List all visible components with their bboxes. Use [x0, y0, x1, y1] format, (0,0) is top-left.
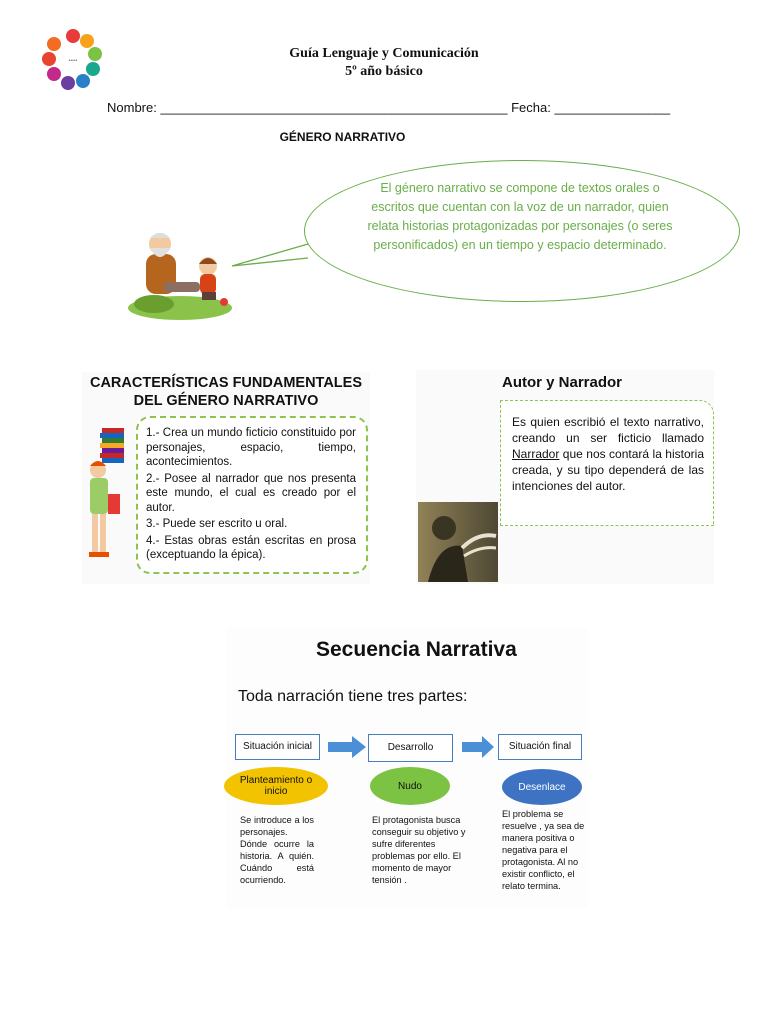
stage-box-initial: Situación inicial: [235, 734, 320, 760]
characteristic-item-3: 3.- Puede ser escrito u oral.: [146, 518, 288, 530]
narrator-underlined: Narrador: [512, 447, 560, 461]
sequence-heading: Secuencia Narrativa: [316, 638, 517, 661]
author-narrator-text: [512, 414, 704, 494]
desc-final: El problema se resuelve , ya sea de manera positiva o negativa para el protagonista. Al no existir conflicto, el relato termina.: [502, 809, 585, 891]
arrow-right-icon: [462, 736, 494, 758]
genre-definition: El género narrativo se compone de textos orales o escritos que cuentan con la voz de un narrador, quien relata historias protagonizadas por personajes (o seres personificados) en un tiempo y espacio determinado.: [367, 181, 673, 252]
name-date-line: Nombre: ________________________________________________ Fecha: ________________: [107, 100, 671, 115]
grade-subtitle: 5º año básico: [345, 64, 423, 79]
characteristic-item-4: 4.- Estas obras están escritas en prosa (exceptuando la épica).: [146, 534, 356, 561]
sequence-subheading: Toda narración tiene tres partes:: [238, 688, 468, 705]
oval-planteamiento: Planteamiento o inicio: [224, 767, 328, 805]
oval-nudo: Nudo: [370, 767, 450, 805]
characteristic-item-1: 1.- Crea un mundo ficticio constituido por personajes, espacio, tiempo, acontecimientos.: [146, 427, 356, 468]
characteristics-heading-line1: CARACTERÍSTICAS FUNDAMENTALES: [89, 375, 362, 391]
svg-text:•••••: •••••: [68, 58, 78, 64]
author-text-after: que nos contará la historia creada, y su tipo dependerá de las intenciones del autor.: [512, 447, 704, 493]
stage-box-final: Situación final: [498, 734, 582, 760]
characteristics-card: [82, 372, 370, 584]
student-with-books-illustration: [84, 424, 134, 584]
author-narrator-heading: Autor y Narrador: [502, 374, 623, 391]
section-title: GÉNERO NARRATIVO: [279, 130, 406, 144]
stage-box-development: Desarrollo: [368, 734, 453, 762]
author-narrator-card: [416, 370, 714, 584]
bubble-tail: [230, 240, 310, 270]
characteristics-heading-line2: DEL GÉNERO NARRATIVO: [133, 393, 319, 409]
desc-development: El protagonista busca conseguir su objetivo y sufre diferentes problemas por ello. El momento de mayor tensión .: [372, 815, 466, 885]
arrow-right-icon: [328, 736, 366, 758]
author-text-before: Es quien escribió el texto narrativo, creando un ser ficticio llamado: [512, 415, 704, 445]
storyteller-illustration: [124, 222, 236, 322]
characteristic-item-2: 2.- Posee al narrador que nos presenta este mundo, el cual es creado por el autor.: [146, 472, 356, 514]
page-title: Guía Lenguaje y Comunicación: [289, 46, 479, 61]
desc-initial: Se introduce a los personajes. Dónde ocurre la historia. A quién. Cuándo está ocurriendo.: [240, 815, 314, 885]
writer-illustration: [418, 502, 498, 582]
oval-desenlace: Desenlace: [502, 769, 582, 805]
